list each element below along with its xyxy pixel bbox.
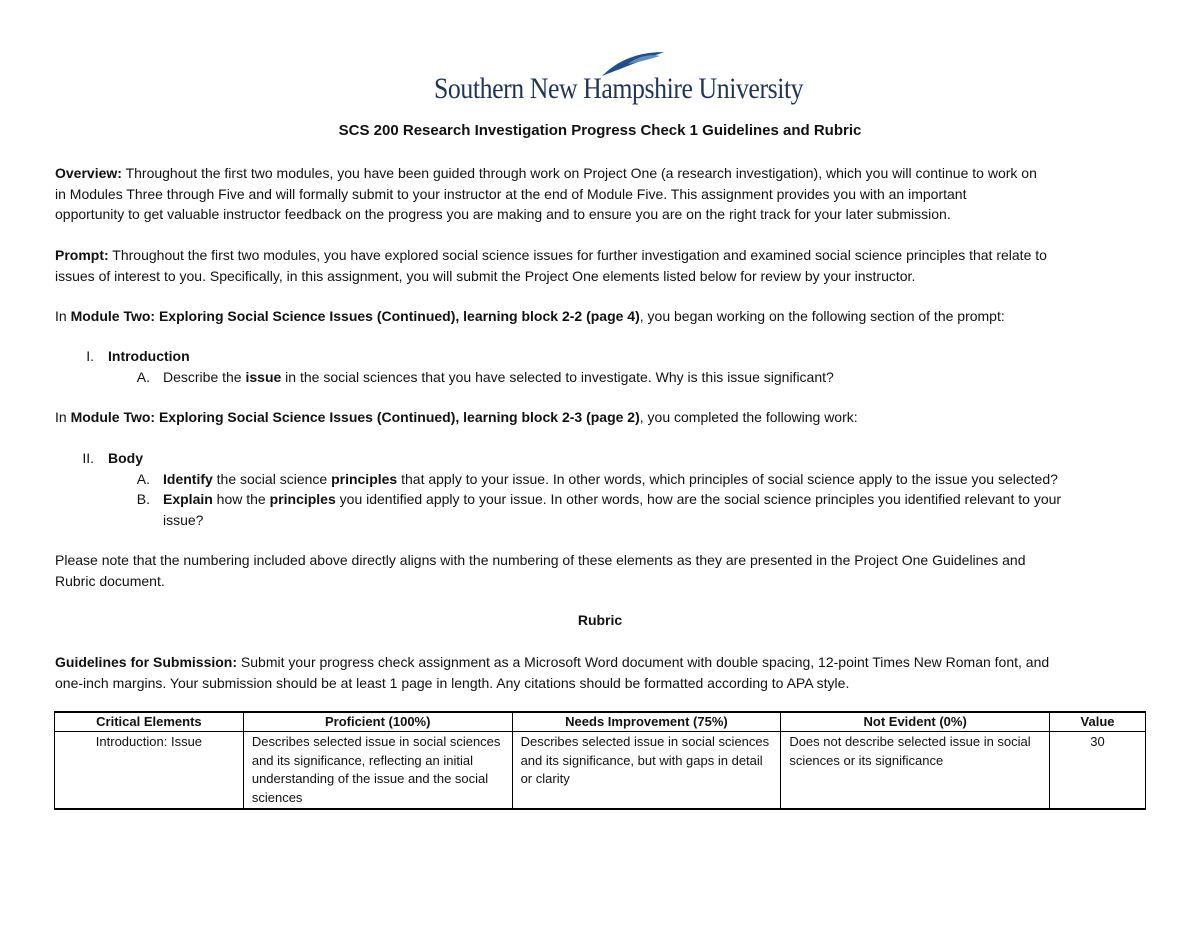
prompt-label: Prompt: — [55, 247, 109, 263]
submission-guidelines — [55, 652, 1155, 693]
cell-value: 30 — [1050, 732, 1146, 810]
cell-needs-improvement: Describes selected issue in social sciences and its significance, but with gaps in detail or clarity — [512, 732, 781, 810]
section-1-heading: Introduction — [108, 348, 190, 364]
section-1-numeral: I. — [86, 348, 94, 364]
rubric-table — [54, 711, 1146, 810]
section-2-item-a-bold-1: Identify — [163, 471, 213, 487]
university-logo — [432, 50, 804, 106]
section-2-numeral: II. — [82, 450, 94, 466]
module-ref-1-bold: Module Two: Exploring Social Science Issues (Continued), learning block 2-2 (page 4) — [70, 308, 640, 324]
section-1-item-a-letter: A. — [136, 369, 150, 385]
section-2-item-b-bold-1: Explain — [163, 491, 213, 507]
rubric-header-row — [55, 712, 1146, 732]
overview-label: Overview: — [55, 165, 122, 181]
section-2-item-b-line-2: issue? — [163, 511, 204, 528]
rubric-heading: Rubric — [577, 612, 623, 628]
module-reference-1 — [55, 306, 1155, 327]
section-2-item-b-letter: B. — [136, 491, 150, 507]
section-2-item-a-bold-2: principles — [331, 471, 398, 487]
guidelines-line-2: one-inch margins. Your submission should be at least 1 page in length. Any citations should be formatted according to APA style. — [55, 674, 850, 691]
module-ref-2-post: , you completed the following work: — [639, 409, 858, 425]
cell-critical-element: Introduction: Issue — [55, 732, 244, 810]
table-row — [55, 732, 1146, 810]
section-2-item-a-mid: the social science — [212, 471, 332, 487]
section-2-item-a-post: that apply to your issue. In other words, which principles of social science apply to the issue you selected? — [397, 471, 1058, 487]
section-2-item-b-bold-2: principles — [269, 491, 336, 507]
guidelines-label: Guidelines for Submission: — [55, 654, 238, 670]
note-line-2: Rubric document. — [55, 572, 165, 589]
section-1-item-a-post: in the social sciences that you have selected to investigate. Why is this issue significant? — [281, 369, 834, 385]
guidelines-line-1: Submit your progress check assignment as a Microsoft Word document with double spacing, 12-point Times New Roman font, and — [237, 654, 1050, 670]
numbering-note — [55, 550, 1155, 591]
section-2-item-b-post: you identified apply to your issue. In other words, how are the social science principles you identified relevant to your — [335, 491, 1062, 507]
prompt-line-2: issues of interest to you. Specifically, in this assignment, you will submit the Project One elements listed below for review by your instructor. — [55, 267, 916, 284]
section-2-heading: Body — [108, 450, 143, 466]
header-value: Value — [1050, 712, 1146, 732]
section-1-item-a-bold: issue — [245, 369, 282, 385]
section-2-item-b-mid: how the — [212, 491, 270, 507]
note-line-1: Please note that the numbering included above directly aligns with the numbering of these elements as they are presented in the Project One Guidelines and — [55, 552, 1026, 568]
module-ref-2-bold: Module Two: Exploring Social Science Issues (Continued), learning block 2-3 (page 2) — [70, 409, 640, 425]
page-title: SCS 200 Research Investigation Progress Check 1 Guidelines and Rubric — [338, 122, 862, 139]
section-2-item-a-letter: A. — [136, 471, 150, 487]
prompt-line-1: Throughout the first two modules, you have explored social science issues for further investigation and examined social science principles that relate to — [108, 247, 1047, 263]
header-needs-improvement: Needs Improvement (75%) — [512, 712, 781, 732]
cell-proficient: Describes selected issue in social sciences and its significance, reflecting an initial understanding of the issue and the social sciences — [243, 732, 512, 810]
module-ref-1-post: , you began working on the following section of the prompt: — [639, 308, 1005, 324]
module-ref-1-pre: In — [55, 308, 71, 324]
prompt-paragraph — [55, 245, 1155, 286]
header-proficient: Proficient (100%) — [243, 712, 512, 732]
header-not-evident: Not Evident (0%) — [781, 712, 1050, 732]
overview-line-3: opportunity to get valuable instructor feedback on the progress you are making and to ensure you are on the right track for your later submission. — [55, 206, 951, 222]
overview-paragraph — [55, 163, 1155, 225]
section-1-item-a-pre: Describe the — [163, 369, 246, 385]
module-ref-2-pre: In — [55, 409, 71, 425]
cell-not-evident: Does not describe selected issue in social sciences or its significance — [781, 732, 1050, 810]
header-critical-elements: Critical Elements — [55, 712, 244, 732]
overview-line-2: in Modules Three through Five and will formally submit to your instructor at the end of Module Five. This assignment provides you with an important — [55, 185, 967, 202]
logo-text: Southern New Hampshire University — [434, 72, 804, 105]
overview-line-1: Throughout the first two modules, you have been guided through work on Project One (a research investigation), which you will continue to work on — [121, 165, 1037, 181]
module-reference-2 — [55, 407, 1155, 428]
